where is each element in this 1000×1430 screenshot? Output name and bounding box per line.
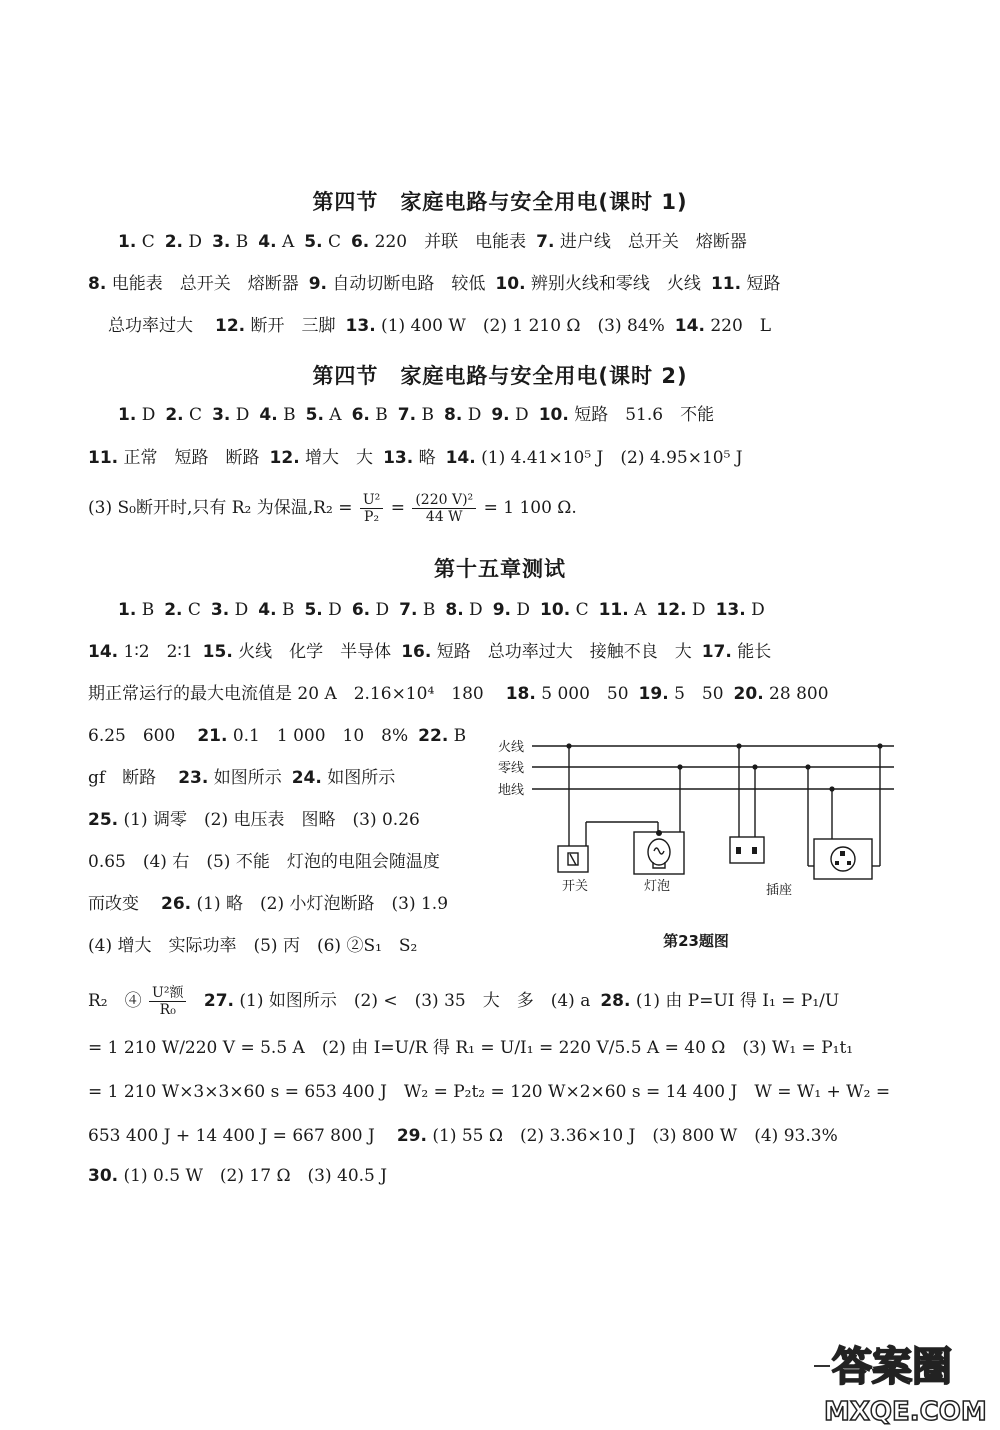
question-number: 18. bbox=[505, 684, 536, 704]
answer-item bbox=[88, 274, 299, 294]
question-number: 13. bbox=[715, 600, 746, 620]
answer-text: C bbox=[136, 232, 155, 252]
answer-text: 0.1 1 000 10 8% bbox=[227, 726, 409, 746]
s3-line-5 bbox=[88, 766, 395, 790]
answer-text: 短路 bbox=[741, 274, 781, 294]
answer-item bbox=[506, 684, 629, 704]
answer-item bbox=[599, 600, 647, 620]
question-number: 13. bbox=[345, 316, 376, 336]
answer-item bbox=[270, 448, 374, 468]
answer-item bbox=[88, 448, 260, 468]
question-number: 2. bbox=[165, 405, 184, 425]
s1-line-3-items bbox=[215, 316, 771, 336]
answer-text: D bbox=[370, 600, 390, 620]
socket-label: 插座 bbox=[766, 883, 793, 898]
question-number: 22. bbox=[418, 726, 449, 746]
answer-item bbox=[491, 405, 528, 425]
answer-item bbox=[639, 684, 724, 704]
answer-text: 5 000 50 bbox=[535, 684, 629, 704]
answer-text: D bbox=[183, 232, 203, 252]
answer-item bbox=[306, 405, 342, 425]
s3-line-3 bbox=[88, 682, 829, 706]
question-number: 16. bbox=[401, 642, 432, 662]
s3-line-6 bbox=[88, 808, 420, 832]
watermark-text-bottom: MXQE.COM bbox=[824, 1397, 987, 1427]
s3-line-3-items bbox=[506, 684, 829, 704]
s3-line-5-items bbox=[178, 768, 395, 788]
question-number: 14. bbox=[88, 642, 119, 662]
answer-item bbox=[351, 232, 526, 252]
answer-text: 短路 总功率过大 接触不良 大 bbox=[431, 642, 692, 662]
answer-item bbox=[540, 600, 589, 620]
answer-text: B bbox=[276, 600, 295, 620]
answer-text: (1) 略 (2) 小灯泡断路 (3) 1.9 bbox=[191, 894, 449, 914]
question-number: 12. bbox=[269, 448, 300, 468]
question-number: 29. bbox=[396, 1126, 427, 1146]
answer-text: D bbox=[745, 600, 765, 620]
question-number: 1. bbox=[118, 232, 137, 252]
answer-item bbox=[211, 600, 248, 620]
question-number: 7. bbox=[536, 232, 555, 252]
answer-item bbox=[675, 316, 771, 336]
question-number: 2. bbox=[164, 600, 183, 620]
answer-item bbox=[164, 600, 201, 620]
answer-item bbox=[445, 600, 482, 620]
answer-item bbox=[536, 232, 747, 252]
s2-line-3 bbox=[88, 492, 577, 525]
s3-line-10-items bbox=[204, 991, 839, 1011]
answer-item bbox=[493, 600, 530, 620]
question-number: 8. bbox=[444, 405, 463, 425]
answer-text: B bbox=[448, 726, 467, 746]
answer-text: B bbox=[369, 405, 388, 425]
s3-line-2 bbox=[88, 640, 771, 664]
s3-line-4-prefix: 6.25 600 bbox=[88, 726, 176, 746]
question-number: 4. bbox=[259, 405, 278, 425]
s3-line-1 bbox=[118, 598, 765, 622]
question-number: 3. bbox=[210, 600, 230, 620]
neutral-wire-label: 零线 bbox=[498, 761, 525, 776]
answer-text: 断开 三脚 bbox=[245, 316, 336, 336]
answer-item bbox=[118, 600, 154, 620]
s3-line-13-prefix: 653 400 J + 14 400 J = 667 800 J bbox=[88, 1126, 375, 1146]
s3-line-11: = 1 210 W/220 V = 5.5 A (2) 由 I=U/R 得 R₁ = U/I₁ = 220 V/5.5 A = 40 Ω (3) W₁ = P₁t₁ bbox=[88, 1038, 854, 1058]
fraction-u-rated: $\frac{\text{U²额}}{\text{R₀}}$ bbox=[149, 985, 186, 1018]
answer-text: 5 50 bbox=[668, 684, 724, 704]
answer-text: 220 并联 电能表 bbox=[369, 232, 527, 252]
answer-text: D bbox=[509, 405, 529, 425]
s3-line-8-items bbox=[161, 894, 448, 914]
answer-item bbox=[711, 274, 781, 294]
question-number: 5. bbox=[305, 405, 324, 425]
equals-sign: = bbox=[390, 498, 405, 518]
answer-item bbox=[304, 232, 341, 252]
s3-line-13-items bbox=[397, 1126, 838, 1146]
question-number: 2. bbox=[164, 232, 184, 252]
s2-line-1 bbox=[118, 403, 714, 427]
answer-text: B bbox=[417, 600, 436, 620]
answer-text: D bbox=[511, 600, 531, 620]
s3-line-8 bbox=[88, 892, 448, 916]
answer-text: C bbox=[322, 232, 341, 252]
s3-line-4-items bbox=[197, 726, 466, 746]
question-number: 5. bbox=[304, 600, 323, 620]
two-hole-socket bbox=[730, 837, 764, 863]
question-number: 6. bbox=[350, 232, 370, 252]
answer-item bbox=[165, 405, 202, 425]
question-number: 6. bbox=[351, 600, 371, 620]
question-number: 19. bbox=[638, 684, 669, 704]
section-title-1: 第四节 家庭电路与安全用电(课时 1) bbox=[312, 190, 688, 214]
answer-item bbox=[88, 1166, 387, 1186]
question-number: 11. bbox=[710, 274, 742, 294]
s3-line-4 bbox=[88, 724, 466, 748]
answer-text: D bbox=[686, 600, 706, 620]
answer-item bbox=[716, 600, 765, 620]
answer-item bbox=[204, 991, 590, 1011]
answer-item bbox=[258, 600, 294, 620]
s1-line-3-prefix: 总功率过大 bbox=[108, 316, 193, 336]
s3-line-7: 0.65 (4) 右 (5) 不能 灯泡的电阻会随温度 bbox=[88, 852, 440, 872]
watermark-text-top: 答案圈 bbox=[832, 1344, 952, 1390]
answer-text: B bbox=[230, 232, 249, 252]
answer-item bbox=[118, 405, 155, 425]
question-number: 23. bbox=[178, 768, 209, 788]
question-number: 10. bbox=[538, 405, 569, 425]
question-number: 4. bbox=[258, 232, 277, 252]
s2-line-3-text: (3) S₀断开时,只有 R₂ 为保温,R₂ = bbox=[88, 498, 353, 518]
circuit-diagram bbox=[496, 734, 896, 914]
watermark-logo bbox=[810, 1330, 1000, 1430]
question-number: 8. bbox=[88, 274, 107, 294]
answer-text: (1) 调零 (2) 电压表 图略 (3) 0.26 bbox=[118, 810, 420, 830]
answer-text: 电能表 总开关 熔断器 bbox=[106, 274, 299, 294]
answer-item bbox=[446, 448, 743, 468]
question-number: 14. bbox=[445, 448, 476, 468]
answer-text: 辨别火线和零线 火线 bbox=[525, 274, 701, 294]
s1-line-1 bbox=[118, 230, 747, 254]
ground-wire-label: 地线 bbox=[498, 783, 525, 798]
answer-item bbox=[539, 405, 714, 425]
s3-line-5-prefix: gf 断路 bbox=[88, 768, 157, 788]
answer-item bbox=[165, 232, 202, 252]
three-hole-socket bbox=[814, 839, 872, 879]
s2-line-3-result: = 1 100 Ω. bbox=[483, 498, 577, 518]
answer-item bbox=[383, 448, 436, 468]
question-number: 6. bbox=[351, 405, 370, 425]
answer-text: 火线 化学 半导体 bbox=[232, 642, 392, 662]
answer-text: D bbox=[229, 600, 249, 620]
question-number: 11. bbox=[598, 600, 629, 620]
question-number: 11. bbox=[88, 448, 119, 468]
answer-text: 28 800 bbox=[763, 684, 829, 704]
answer-item bbox=[259, 405, 295, 425]
question-number: 20. bbox=[733, 684, 764, 704]
answer-item bbox=[203, 642, 392, 662]
s3-line-10 bbox=[88, 985, 839, 1018]
question-number: 1. bbox=[118, 405, 137, 425]
answer-item bbox=[212, 232, 248, 252]
answer-item bbox=[161, 894, 448, 914]
answer-text: 如图所示 bbox=[208, 768, 282, 788]
answer-text: 增大 大 bbox=[299, 448, 374, 468]
live-wire-label: 火线 bbox=[498, 740, 525, 755]
answer-item bbox=[88, 810, 420, 830]
answer-item bbox=[346, 316, 665, 336]
s2-line-2 bbox=[88, 446, 743, 470]
answer-text: B bbox=[136, 600, 155, 620]
answer-text: (1) 0.5 W (2) 17 Ω (3) 40.5 J bbox=[118, 1166, 388, 1186]
s1-line-3 bbox=[108, 314, 771, 338]
answer-text: 进户线 总开关 熔断器 bbox=[554, 232, 747, 252]
diagram-caption: 第23题图 bbox=[663, 932, 729, 950]
s1-line-2 bbox=[88, 272, 780, 296]
answer-text: A bbox=[276, 232, 295, 252]
answer-item bbox=[258, 232, 294, 252]
answer-item bbox=[656, 600, 705, 620]
answer-item bbox=[197, 726, 408, 746]
answer-text: B bbox=[277, 405, 296, 425]
answer-text: (1) 如图所示 (2) < (3) 35 大 多 (4) a bbox=[233, 991, 591, 1011]
question-number: 9. bbox=[492, 600, 511, 620]
answer-text: (1) 400 W (2) 1 210 Ω (3) 84% bbox=[375, 316, 665, 336]
question-number: 1. bbox=[118, 600, 137, 620]
answer-item bbox=[401, 642, 692, 662]
answer-text: D bbox=[230, 405, 250, 425]
answer-item bbox=[309, 274, 486, 294]
question-number: 27. bbox=[203, 991, 234, 1011]
question-number: 13. bbox=[383, 448, 414, 468]
question-number: 4. bbox=[258, 600, 277, 620]
answer-item bbox=[215, 316, 336, 336]
question-number: 3. bbox=[212, 405, 231, 425]
question-number: 7. bbox=[399, 600, 418, 620]
answer-text: A bbox=[628, 600, 647, 620]
question-number: 12. bbox=[215, 316, 246, 336]
question-number: 8. bbox=[445, 600, 464, 620]
answer-text: (1) 55 Ω (2) 3.36×10 J (3) 800 W (4) 93.3% bbox=[426, 1126, 838, 1146]
bulb-label: 灯泡 bbox=[644, 879, 671, 894]
question-number: 30. bbox=[88, 1166, 119, 1186]
s3-line-8-prefix: 而改变 bbox=[88, 894, 139, 914]
answer-text: A bbox=[323, 405, 342, 425]
answer-text: C bbox=[182, 600, 201, 620]
answer-text: D bbox=[463, 600, 483, 620]
answer-item bbox=[702, 642, 772, 662]
question-number: 12. bbox=[656, 600, 687, 620]
question-number: 15. bbox=[202, 642, 233, 662]
s3-line-12: = 1 210 W×3×3×60 s = 653 400 J W₂ = P₂t₂ = 120 W×2×60 s = 14 400 J W = W₁ + W₂ = bbox=[88, 1082, 891, 1102]
section-title-2: 第四节 家庭电路与安全用电(课时 2) bbox=[312, 364, 688, 388]
answer-item bbox=[495, 274, 701, 294]
question-number: 25. bbox=[88, 810, 119, 830]
answer-text: C bbox=[183, 405, 203, 425]
answer-text: D bbox=[136, 405, 156, 425]
answer-text: 自动切断电路 较低 bbox=[327, 274, 486, 294]
s3-line-14 bbox=[88, 1164, 387, 1188]
answer-text: 正常 短路 断路 bbox=[118, 448, 260, 468]
answer-item bbox=[304, 600, 341, 620]
answer-item bbox=[88, 642, 193, 662]
question-number: 17. bbox=[701, 642, 732, 662]
answer-text: 1∶2 2∶1 bbox=[118, 642, 193, 662]
answer-text: 220 L bbox=[704, 316, 772, 336]
answer-text: D bbox=[322, 600, 342, 620]
question-number: 10. bbox=[540, 600, 571, 620]
answer-item bbox=[399, 600, 435, 620]
s3-line-3-text: 期正常运行的最大电流值是 20 A 2.16×10⁴ 180 bbox=[88, 684, 484, 704]
answer-item bbox=[352, 405, 388, 425]
answer-item bbox=[397, 1126, 838, 1146]
answer-text: (1) 4.41×10⁵ J (2) 4.95×10⁵ J bbox=[475, 448, 743, 468]
question-number: 7. bbox=[397, 405, 417, 425]
answer-item bbox=[292, 768, 396, 788]
fraction-u2-p2: $\frac{\text{U²}}{\text{P₂}}$ bbox=[360, 492, 383, 525]
fraction-220-44: $\frac{\text{(220 V)²}}{44 W}$ bbox=[412, 492, 476, 525]
question-number: 26. bbox=[161, 894, 192, 914]
answer-text: B bbox=[416, 405, 434, 425]
answer-item bbox=[212, 405, 249, 425]
answer-item bbox=[118, 232, 155, 252]
answer-text: D bbox=[462, 405, 482, 425]
answer-text: (1) 由 P=UI 得 I₁ = P₁/U bbox=[630, 991, 840, 1011]
question-number: 28. bbox=[600, 991, 631, 1011]
question-number: 10. bbox=[495, 274, 526, 294]
question-number: 14. bbox=[674, 316, 705, 336]
answer-text: 如图所示 bbox=[321, 768, 396, 788]
s3-line-10-prefix: R₂ ④ bbox=[88, 991, 142, 1011]
answer-text: 能长 bbox=[731, 642, 772, 662]
answer-text: 短路 51.6 不能 bbox=[568, 405, 715, 425]
section-title-3: 第十五章测试 bbox=[434, 557, 566, 581]
answer-item bbox=[178, 768, 282, 788]
question-number: 3. bbox=[212, 232, 231, 252]
answer-item bbox=[600, 991, 839, 1011]
answer-item bbox=[352, 600, 389, 620]
answer-item bbox=[398, 405, 434, 425]
question-number: 9. bbox=[308, 274, 327, 294]
question-number: 21. bbox=[197, 726, 228, 746]
answer-item bbox=[444, 405, 481, 425]
answer-item bbox=[418, 726, 466, 746]
question-number: 5. bbox=[304, 232, 323, 252]
answer-item bbox=[734, 684, 829, 704]
answer-text: 略 bbox=[413, 448, 436, 468]
answer-text: C bbox=[570, 600, 589, 620]
switch-label: 开关 bbox=[562, 879, 589, 894]
s3-line-9: (4) 增大 实际功率 (5) 丙 (6) ②S₁ S₂ bbox=[88, 936, 418, 956]
s3-line-13 bbox=[88, 1124, 838, 1148]
question-number: 9. bbox=[491, 405, 510, 425]
question-number: 24. bbox=[291, 768, 322, 788]
